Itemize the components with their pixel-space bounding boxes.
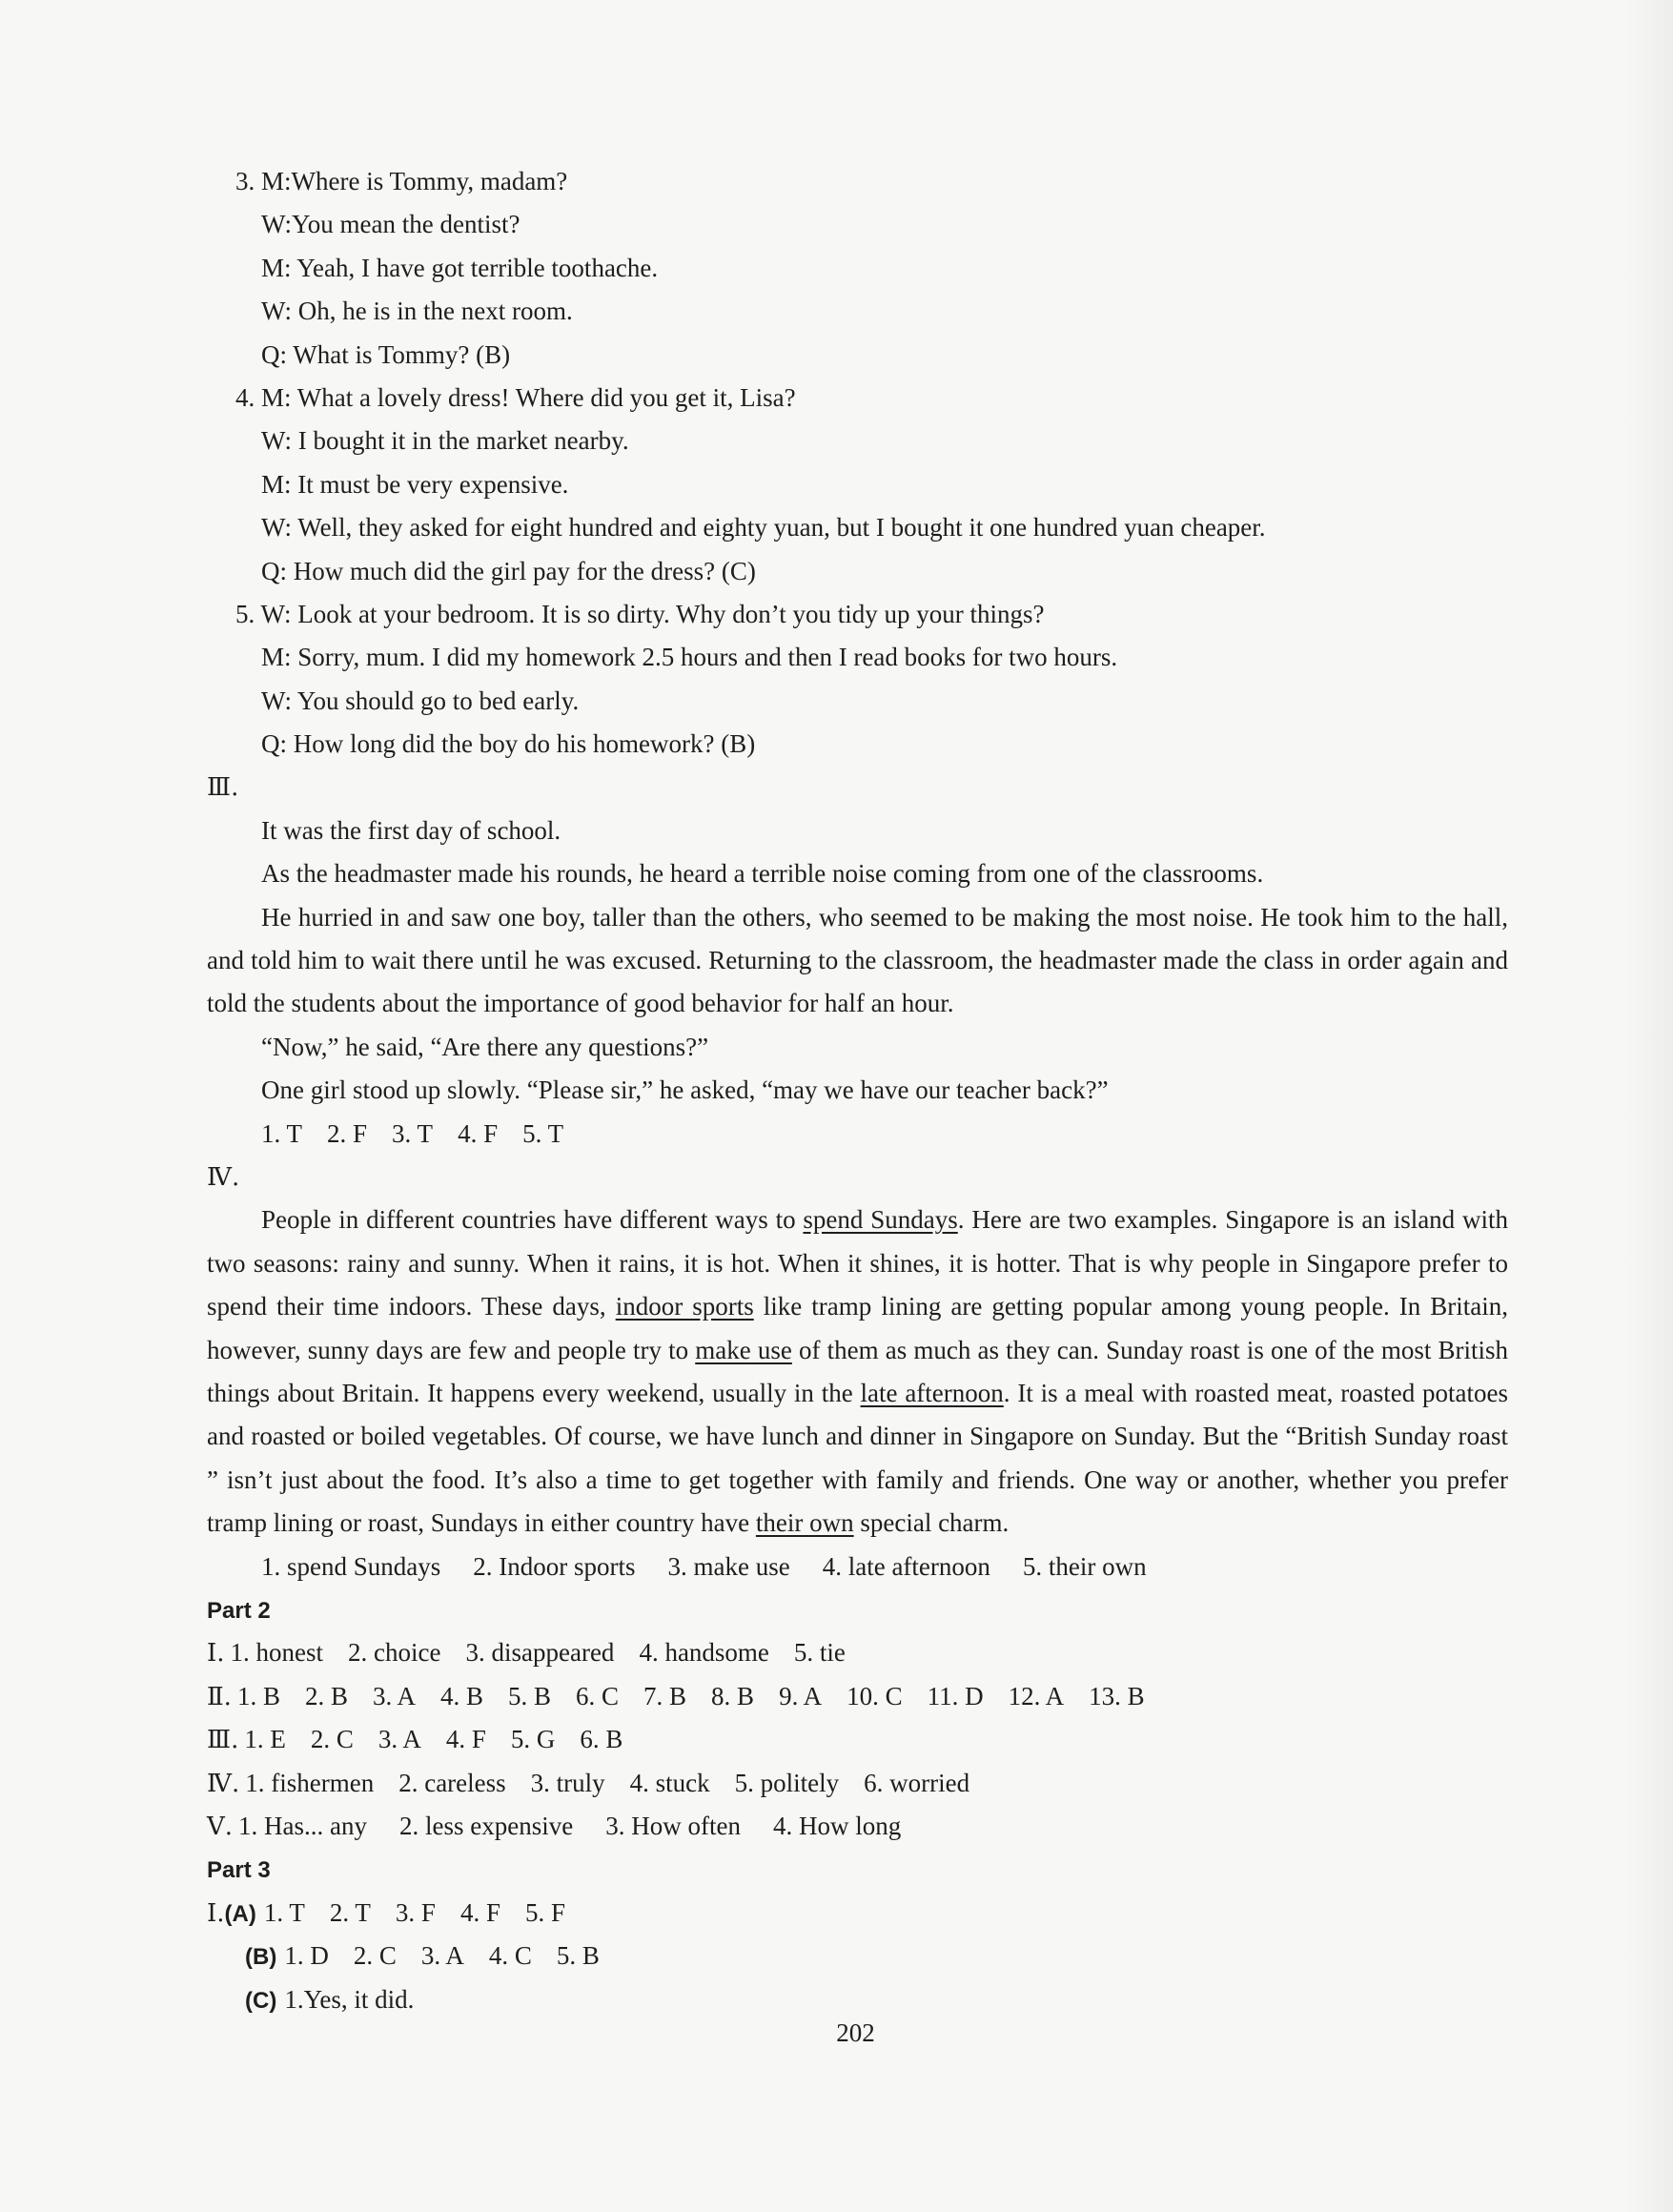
- page-number: 202: [836, 2018, 875, 2047]
- dialogue-line: W: You should go to bed early.: [261, 686, 580, 715]
- section-4-paragraph: People in different countries have different ways to spend Sundays. Here are two examples. Singapore is an island with two seasons: rainy and sunny. When it rains, it is hot. When it shines, it is hotter. That is why people in Singapore prefer to spend their time indoors. These days, indoor sports like tramp lining are getting popular among young people. In Britain, however, sunny days are few and people try to make use of them as much as they can. Sunday roast is one of the most British things about Britain. It happens every weekend, usually in the late afternoon. It is a meal with roasted meat, roasted potatoes and roasted or boiled vegetables. Of course, we have lunch and dinner in Singapore on Sunday. But the “British Sunday roast ” isn’t just about the food. It’s also a time to get together with family and friends. One way or another, whether you prefer tramp lining or roast, Sundays in either country have their own special charm.: [207, 1205, 1509, 1538]
- part-3-row-a: Ⅰ.(A) 1. T 2. T 3. F 4. F 5. F: [207, 1897, 565, 1928]
- part-3-title: Part 3: [207, 1857, 271, 1884]
- part-3-row-b: (B) 1. D 2. C 3. A 4. C 5. B: [245, 1941, 600, 1971]
- dialogue-line: W:You mean the dentist?: [261, 210, 520, 239]
- dialogue-line: W: Well, they asked for eight hundred and eighty yuan, but I bought it one hundred yuan cheaper.: [261, 513, 1266, 543]
- part-3-row-c: (C) 1.Yes, it did.: [245, 1984, 415, 2014]
- underlined-phrase: indoor sports: [615, 1292, 754, 1321]
- page-edge-shadow: [1625, 0, 1673, 2212]
- section-3-heading: Ⅲ.: [207, 773, 239, 803]
- part-2-row-5: Ⅴ. 1. Has... any 2. less expensive 3. How often 4. How long: [207, 1812, 902, 1842]
- part-2-row-2: Ⅱ. 1. B 2. B 3. A 4. B 5. B 6. C 7. B 8. B 9. A 10. C 11. D 12. A 13. B: [207, 1681, 1145, 1711]
- answer-key-content: [207, 160, 1508, 2021]
- dialogue-question: Q: How long did the boy do his homework? (B): [261, 729, 756, 759]
- dialogue-question: Q: What is Tommy? (B): [261, 339, 511, 369]
- dialogue-5-first-line: 5. W: Look at your bedroom. It is so dirty. Why don’t you tidy up your things?: [235, 599, 1045, 628]
- passage-line: One girl stood up slowly. “Please sir,” he asked, “may we have our teacher back?”: [261, 1075, 1109, 1105]
- answer-item: 4. late afternoon: [822, 1551, 990, 1581]
- underlined-phrase: late afternoon: [860, 1379, 1004, 1408]
- dialogue-line: M: Yeah, I have got terrible toothache.: [261, 253, 659, 282]
- dialogue-4-first-line: 4. M: What a lovely dress! Where did you get it, Lisa?: [235, 382, 796, 412]
- answer-item: 2. F: [327, 1118, 368, 1148]
- dialogue-question: Q: How much did the girl pay for the dress? (C): [261, 556, 756, 585]
- dialogue-line: M: Sorry, mum. I did my homework 2.5 hours and then I read books for two hours.: [261, 643, 1118, 672]
- dialogue-3-first-line: 3. M:Where is Tommy, madam?: [235, 167, 568, 195]
- section-4-heading: Ⅳ.: [207, 1163, 240, 1193]
- part-2-title: Part 2: [207, 1598, 271, 1625]
- passage-line: “Now,” he said, “Are there any questions?”: [261, 1032, 709, 1061]
- passage-paragraph: He hurried in and saw one boy, taller than the others, who seemed to be making the most noise. He took him to the hall, and told him to wait there until he was excused. Returning to the classroom, the headmaster made the class in order again and told the students about the importance of good behavior for half an hour.: [207, 902, 1508, 1018]
- part-2-row-1: Ⅰ. 1. honest 2. choice 3. disappeared 4. handsome 5. tie: [207, 1638, 846, 1669]
- passage-line: It was the first day of school.: [261, 815, 561, 845]
- section-3-answers: [207, 1113, 1508, 1156]
- answer-item: 4. F: [458, 1118, 499, 1148]
- dialogue-line: M: It must be very expensive.: [261, 469, 569, 499]
- dialogue-line: W: I bought it in the market nearby.: [261, 426, 629, 456]
- section-4-answers: [207, 1546, 1508, 1588]
- underlined-phrase: spend Sundays: [803, 1205, 958, 1235]
- answer-item: 2. Indoor sports: [473, 1551, 636, 1581]
- underlined-phrase: their own: [755, 1508, 854, 1538]
- answer-item: 5. their own: [1022, 1551, 1147, 1581]
- part-2-row-4: Ⅳ. 1. fishermen 2. careless 3. truly 4. stuck 5. politely 6. worried: [207, 1768, 970, 1798]
- answer-item: 3. T: [392, 1118, 434, 1148]
- answer-item: 3. make use: [667, 1551, 790, 1581]
- part-2-row-3: Ⅲ. 1. E 2. C 3. A 4. F 5. G 6. B: [207, 1725, 623, 1755]
- underlined-phrase: make use: [695, 1335, 792, 1364]
- passage-line: As the headmaster made his rounds, he heard a terrible noise coming from one of the classrooms.: [261, 859, 1264, 889]
- answer-item: 1. spend Sundays: [261, 1551, 441, 1581]
- dialogue-line: W: Oh, he is in the next room.: [261, 297, 573, 326]
- answer-item: 1. T: [261, 1118, 303, 1148]
- answer-item: 5. T: [522, 1118, 564, 1148]
